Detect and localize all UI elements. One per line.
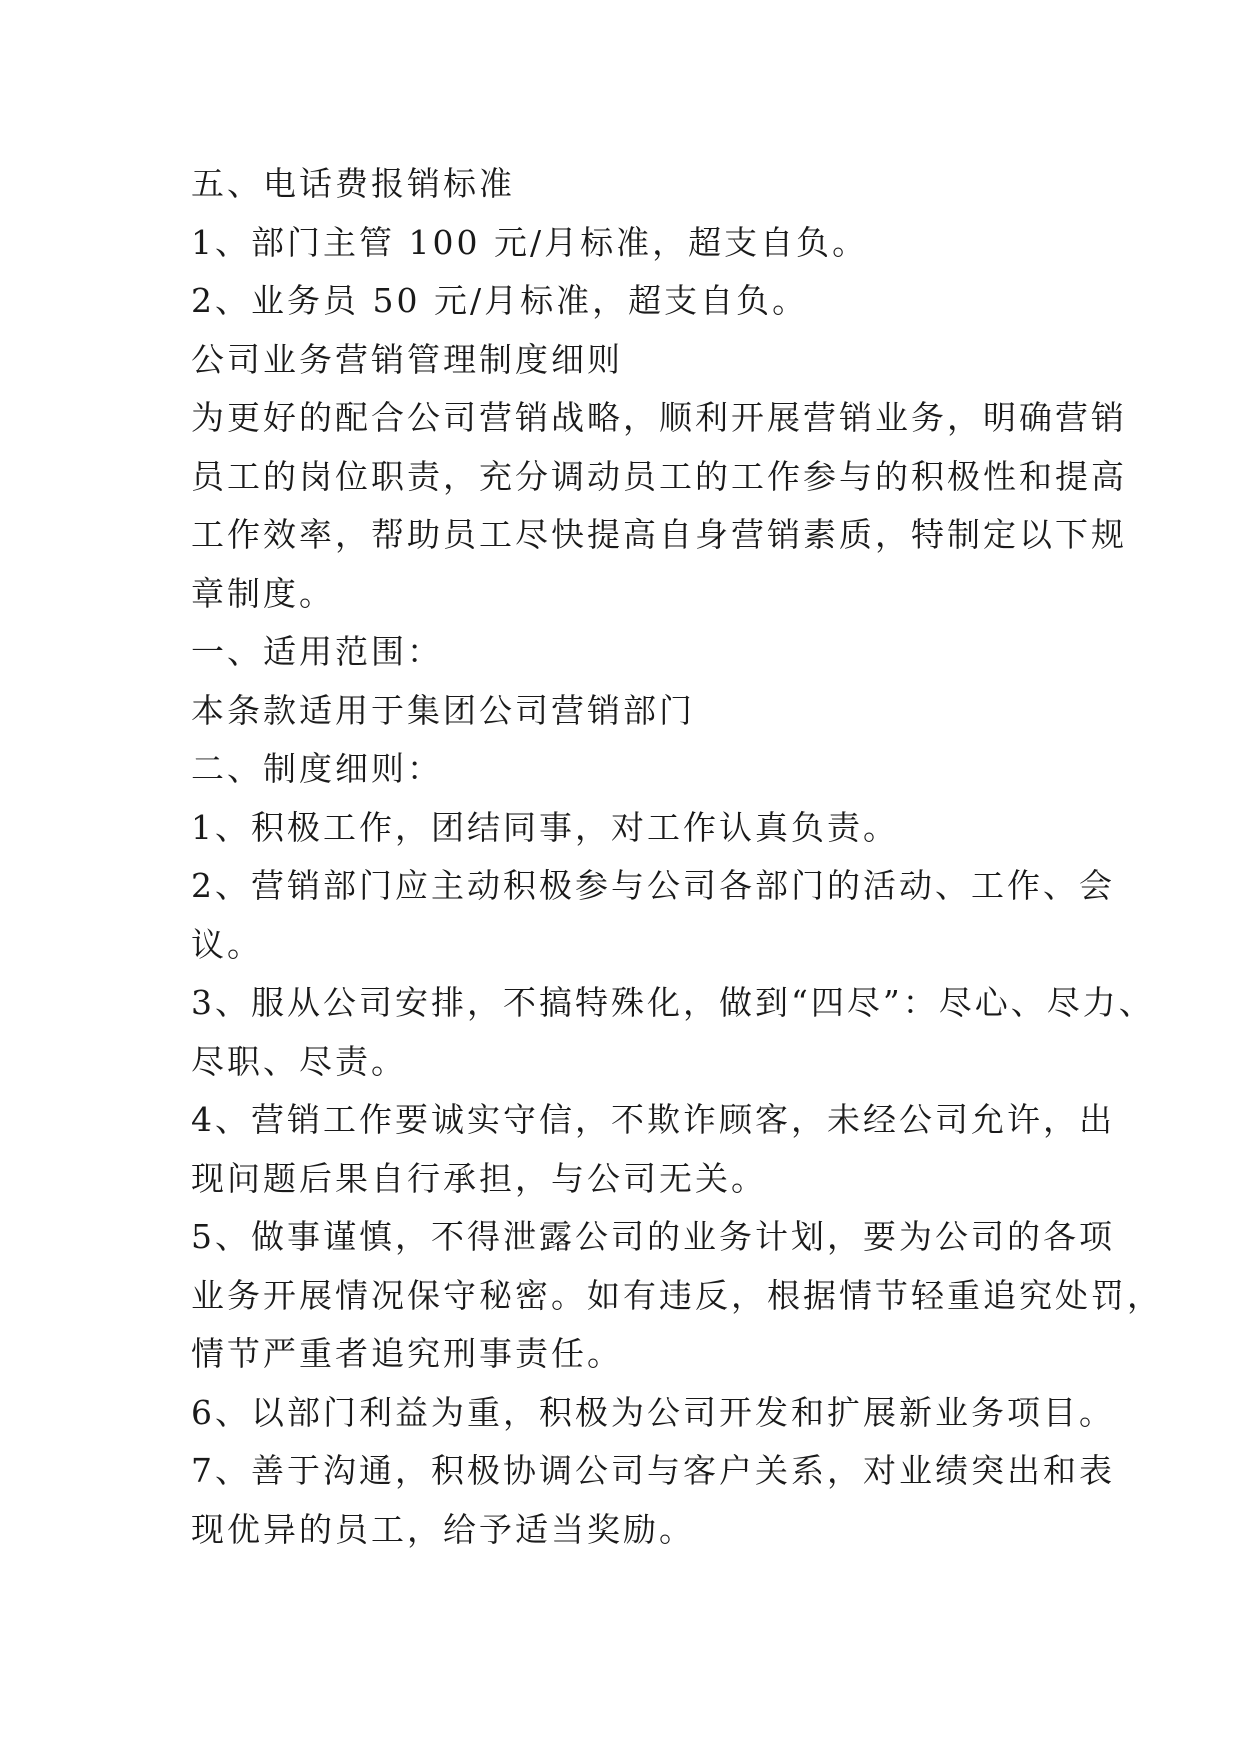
text-line: 5、做事谨慎，不得泄露公司的业务计划，要为公司的各项 — [191, 1217, 1115, 1256]
text-line: 6、以部门利益为重，积极为公司开发和扩展新业务项目。 — [191, 1392, 1115, 1432]
text-line: 议。 — [191, 924, 263, 964]
text-line: 2、营销部门应主动积极参与公司各部门的活动、工作、会 — [191, 866, 1115, 905]
text-line: 本条款适用于集团公司营销部门 — [191, 690, 695, 730]
text-line: 2、业务员 50 元/月标准，超支自负。 — [191, 281, 809, 320]
document-title: 公司业务营销管理制度细则 — [191, 339, 623, 379]
text-line: 1、积极工作，团结同事，对工作认真负责。 — [191, 807, 899, 847]
section-heading-scope: 一、适用范围： — [191, 632, 443, 671]
text-line: 3、服从公司安排，不搞特殊化，做到“四尽”：尽心、尽力、 — [191, 983, 1155, 1022]
section-heading-rules: 二、制度细则： — [191, 749, 443, 788]
text-line: 情节严重者追究刑事责任。 — [191, 1334, 623, 1373]
text-line: 业务开展情况保守秘密。如有违反，根据情节轻重追究处罚， — [191, 1275, 1163, 1315]
text-line: 1、部门主管 100 元/月标准，超支自负。 — [191, 222, 869, 262]
text-line: 为更好的配合公司营销战略，顺利开展营销业务，明确营销 — [191, 398, 1127, 437]
text-line: 7、善于沟通，积极协调公司与客户关系，对业绩突出和表 — [191, 1451, 1115, 1490]
text-line: 员工的岗位职责，充分调动员工的工作参与的积极性和提高 — [191, 456, 1127, 496]
text-line: 章制度。 — [191, 573, 335, 613]
text-line: 4、营销工作要诚实守信，不欺诈顾客，未经公司允许，出 — [191, 1100, 1115, 1139]
text-line: 现优异的员工，给予适当奖励。 — [191, 1509, 695, 1549]
text-line: 尽职、尽责。 — [191, 1041, 407, 1081]
document-body — [191, 155, 1163, 1559]
section-heading-phone-reimbursement: 五、电话费报销标准 — [191, 164, 515, 203]
text-line: 现问题后果自行承担，与公司无关。 — [191, 1158, 767, 1198]
text-line: 工作效率，帮助员工尽快提高自身营销素质，特制定以下规 — [191, 515, 1127, 554]
